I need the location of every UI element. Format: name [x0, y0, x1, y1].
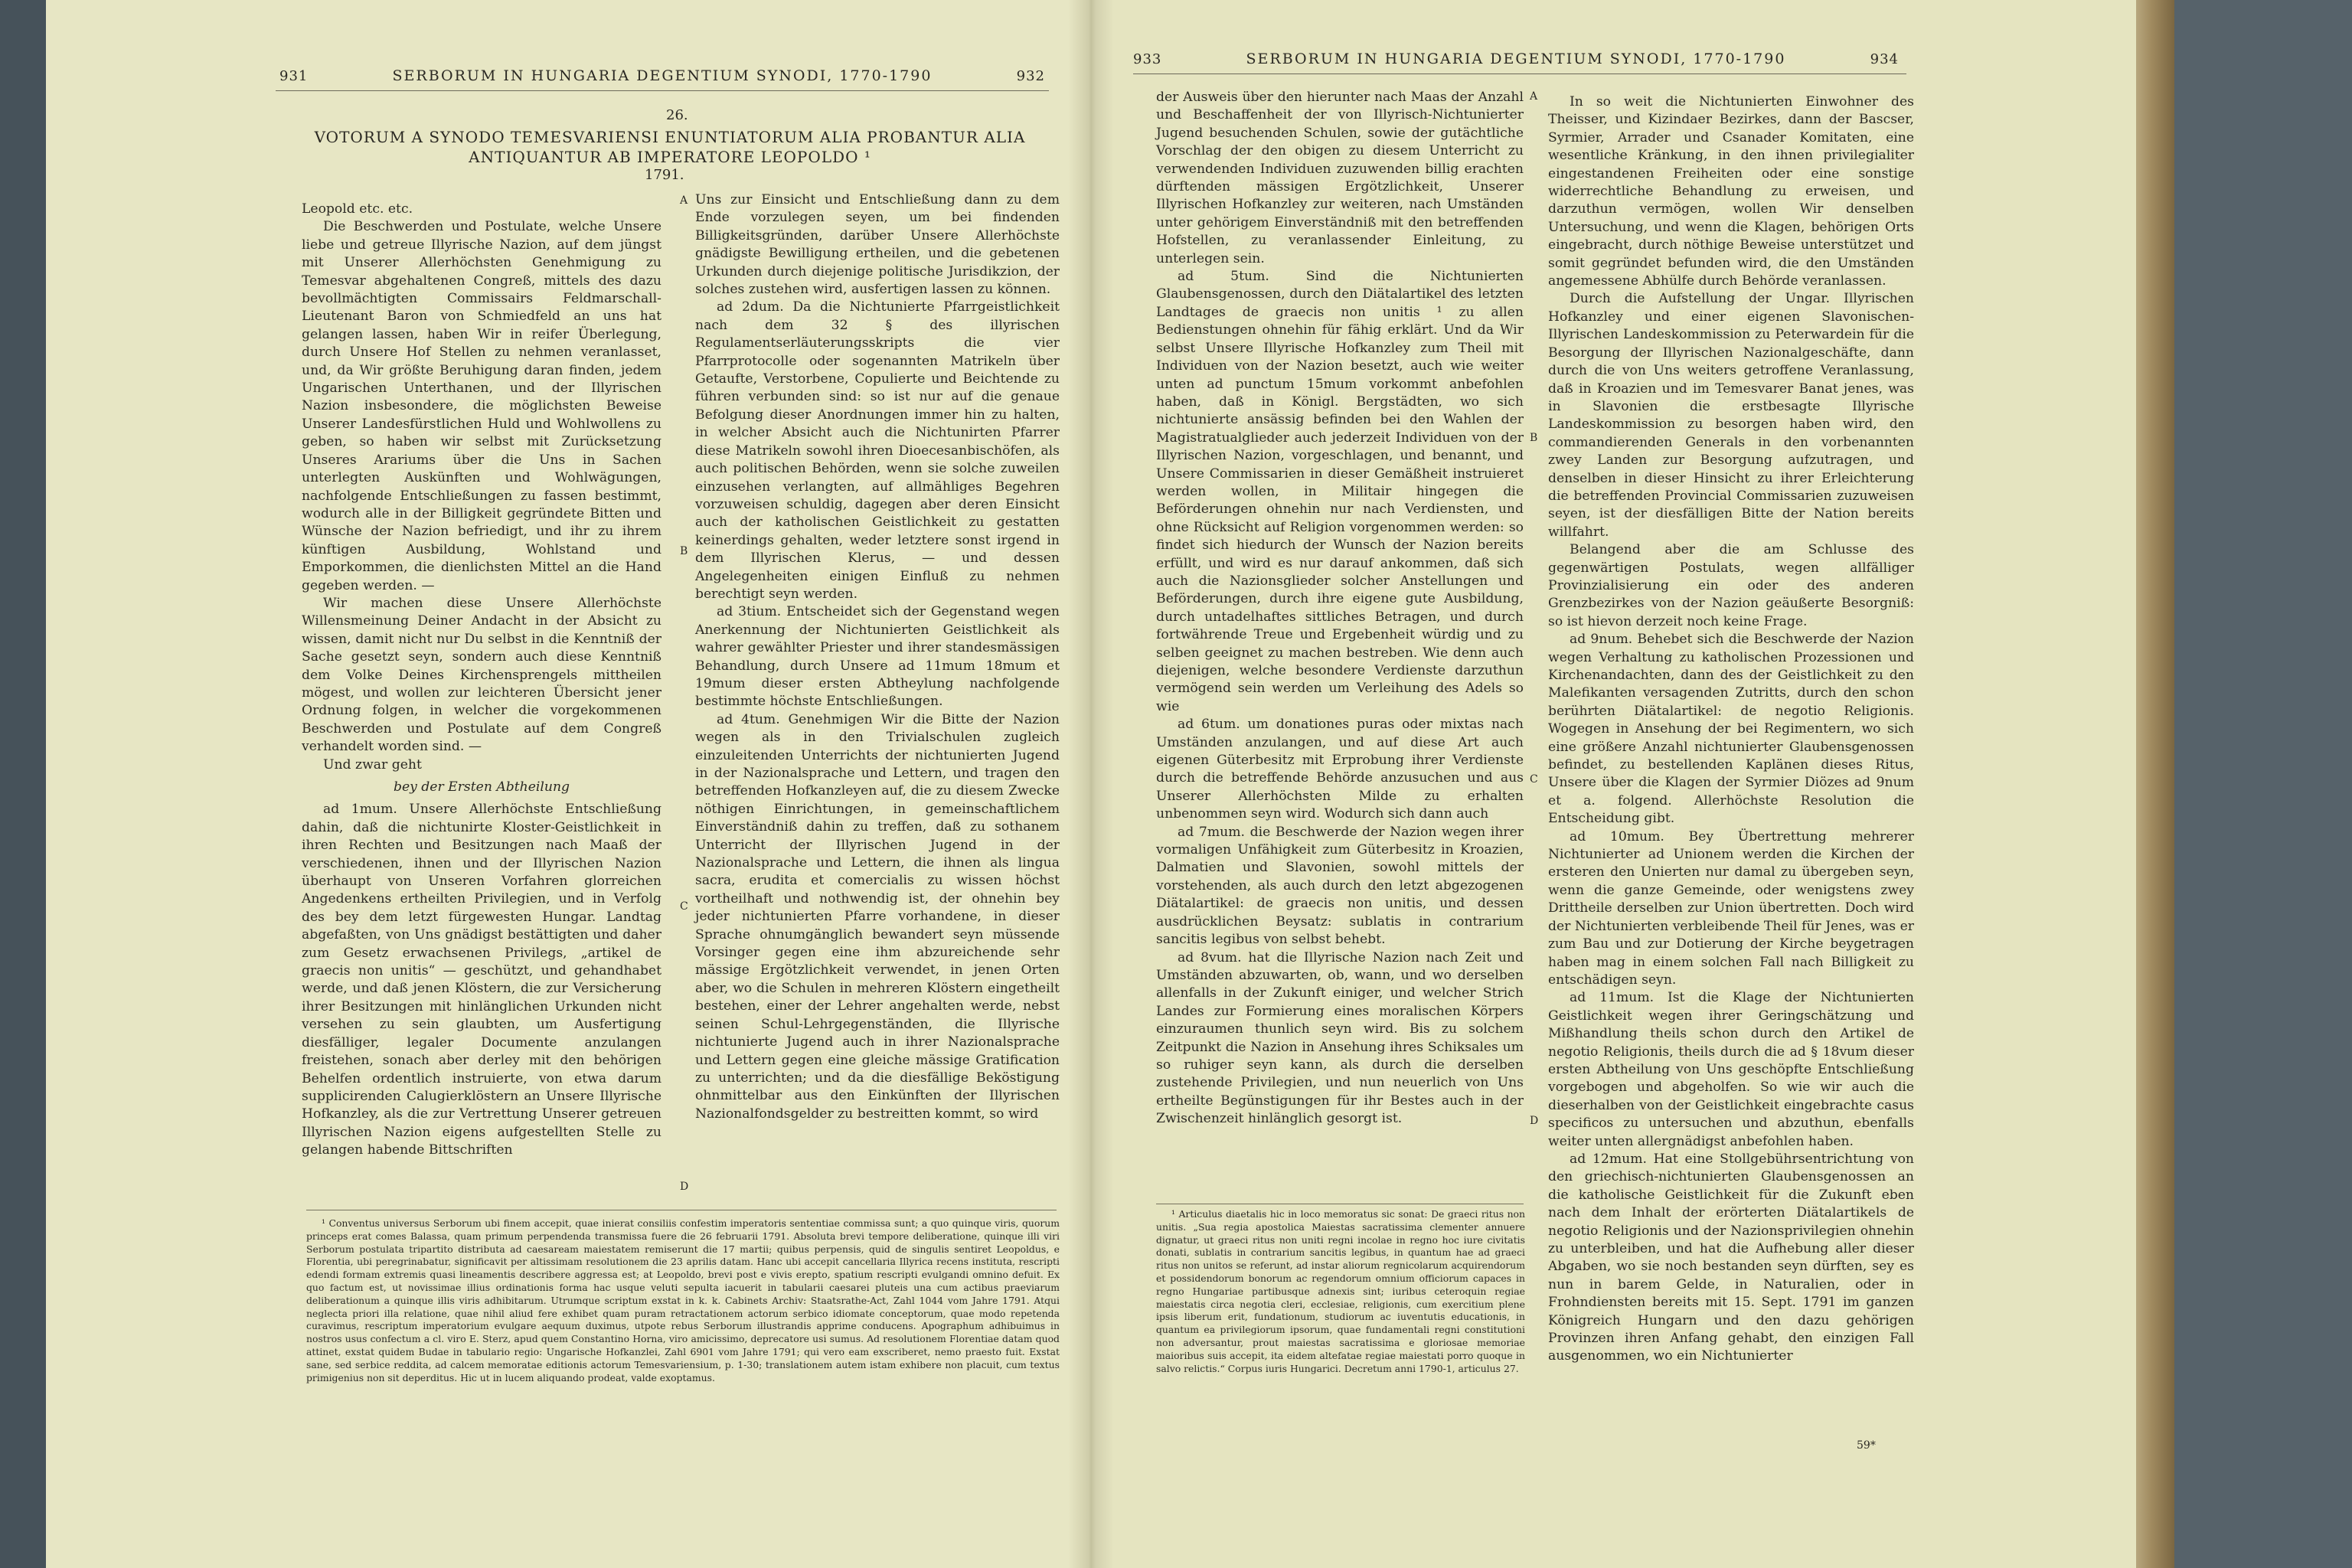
- right-column-1: [1156, 89, 1524, 1129]
- page-number-932: 932: [1016, 68, 1045, 84]
- paragraph: ad 10mum. Bey Übertrettung mehrerer Nichtunierter ad Unionem werden die Kirchen der ersteren den Unierten nur damal zu übergeben seyn, wenn die ganze Gemeinde, oder wenigstens zwey Drittheile derselben zur Union übertretten. Doch wird der Nichtunierten verbleibende Theil für Jenes, was er zum Bau und zur Dotierung der Kirche beygetragen haben mag in einem solchen Fall nach Billigkeit zu entschädigen seyn.: [1548, 828, 1914, 988]
- background-surface: [2174, 0, 2352, 1568]
- paragraph: ad 6tum. um donationes puras oder mixtas nach Umständen anzulangen, und auf diese Art auch eigenen Güterbesitz mit Erprobung ihrer Verdienste durch die betreffende Behörde anzusuchen und aus Unserer Allerhöchsten Milde zu erhalten unbenommen seyn wird. Wodurch sich dann auch: [1156, 717, 1524, 822]
- paragraph: ad 2dum. Da die Nichtunierte Pfarrgeistlichkeit nach dem 32 § des illyrischen Regulamentserläuterungsskripts die vier Pfarrprotocolle oder sogenannten Matrikeln über Getaufte, Verstorbene, Copulierte und Beichtende zu führen verbunden sind: so ist nur auf die genaue Befolgung dieser Anordnungen immer hin zu halten, in welcher Absicht auch die Nichtunirten Pfarrer diese Matrikeln sowohl ihren Dioecesanbischöfen, als auch politischen Behörden, wenn sie solche zuweilen einzusehen verlangten, auf allmähliges Begehren vorzuweisen schuldig, dagegen aber deren Einsicht auch der katholischen Geistlichkeit zu gestatten keinerdings gehalten, weder letztere sonst irgend in dem Illyrischen Klerus, — und dessen Angelegenheiten einigen Einfluß zu nehmen berechtigt seyn werden.: [695, 299, 1060, 602]
- running-head-title: SERBORUM IN HUNGARIA DEGENTIUM SYNODI, 1770-1790: [392, 67, 933, 84]
- paragraph: In so weit die Nichtunierten Einwohner des Theisser, und Kizindaer Bezirkes, dann der Bascser, Syrmier, Arrader und Csanader Komitaten, eine wesentliche Kränkung, in den ihnen privilegialiter eingestandenen Freiheiten oder eine sonstige widerrechtliche Behandlung zu erweisen, und darzuthun vermögen, wollen Wir denselben Untersuchung, und wenn die Klagen, behörigen Orts eingebracht, durch nöthige Beweise unterstützet und somit gegründet befunden wird, die den Umständen angemessene Abhülfe durch Behörde veranlassen.: [1548, 94, 1914, 289]
- salutation: Leopold etc. etc.: [302, 201, 413, 217]
- paragraph: Durch die Aufstellung der Ungar. Illyrischen Hofkanzley und einer eigenen Slavonischen-Illyrischen Landeskommission zu Peterwardein für die Besorgung der Illyrischen Nazionalgeschäfte, dann durch die von Uns weiters getroffene Veranlassung, daß in Kroazien und im Temesvarer Banat jenes, was in Slavonien die erstbesagte Illyrische Landeskommission zu besorgen haben wird, den commandierenden Generals in den vorbenannten zwey Landen zur Besorgung aufzutragen, und denselben in dieser Hinsicht zu ihrer Erleichterung die betreffenden Provincial Commissarien zuzuweisen seyen, ist der diesfälligen Bitte der Nation bereits willfahrt.: [1548, 291, 1914, 540]
- paragraph: Belangend aber die am Schlusse des gegenwärtigen Postulats, wegen allfälliger Provinzialisierung ein oder des anderen Grenzbezirkes von der Nazion geäußerte Besorgniß: so ist hievon derzeit noch keine Frage.: [1548, 542, 1914, 629]
- paragraph: Und zwar geht: [323, 756, 422, 773]
- left-column-1: [302, 201, 662, 1160]
- paragraph: Wir machen diese Unsere Allerhöchste Willensmeinung Deiner Andacht in der Absicht zu wissen, damit nicht nur Du selbst in die Kenntniß der Sache gesetzt seyn, sondern auch diese Kenntniß dem Volke Deines Kirchensprengels mittheilen mögest, und wollen zur leichteren Übersicht jener Ordnung folgen, in welcher die vorgekommenen Beschwerden und Postulate auf dem Congreß verhandelt worden sind. —: [302, 595, 662, 755]
- footnote-text: ¹ Conventus universus Serborum ubi finem accepit, quae inierat consiliis confestim imperatoris sententiae commissa sunt; a quo quinque viris, quorum princeps erat comes Balassa, quam primum perpendenda transmissa fuere die 26 februarii 1791. Absoluta brevi tempore deliberatione, quinque illi viri Serborum postulata tripartito distributa ad caesaream maiestatem remiserunt die 17 martii; quibus perpensis, quid de singulis sentiret Leopoldus, e Florentia, ubi peregrinabatur, significavit per altissimam resolutionem die 23 aprilis datam. Hanc ubi accepit cancellaria Illyrica recens instituta, rescripti edendi formam extremis quasi lineamentis describere aggressa est; at Leopoldo, brevi post e vivis erepto, spatium rescripti evulgandi omnino defuit. Ex quo factum est, ut novissimae illius ordinationis forma hac usque veluti sepulta iacuerit in tabularii caesarei pluteis una cum actibus praeviarum deliberationum a quinque illis viris adhibitarum. Utrumque scriptum exstat in k. k. Cabinets Archiv: Staatsrathe-Act, Zahl 1044 vom Jahre 1791. Atqui neglecta priori illa relatione, quae nihil aliud fere exhibet quam puram retractationem actorum serbico idiomate conceptorum, quae modo repetenda curavimus, rescriptum imperatorium evulgare aequum duximus, utpote rebus Serborum illustrandis apprime conducens. Apographum adhibuimus in nostros usus confectum a cl. viro E. Sterz, apud quem Constantino Horna, viro amicissimo, deprecatore usi sumus. Ad resolutionem Florentiae datam quod attinet, exstat quidem Budae in tabulario regio: Ungarische Hofkanzlei, Zahl 6901 vom Jahre 1791; qui vero eam exscriberet, nemo praesto fuit. Exstat sane, sed serbice reddita, ad calcem memoratae editionis actorum Temesvariensium, p. 1-30; translationem autem istam exhibere non placuit, cum textus primigenius non sit deperditus. Hic ut in lucem aliquando prodeat, valde exoptamus.: [306, 1217, 1060, 1383]
- right-column-2: [1548, 93, 1914, 1366]
- page-number-934: 934: [1870, 51, 1899, 67]
- signature-mark: 59*: [1857, 1439, 1876, 1452]
- page-number-933: 933: [1133, 51, 1162, 67]
- paragraph: ad 8vum. hat die Illyrische Nazion nach Zeit und Umständen abzuwarten, ob, wann, und wo derselben allenfalls in der Zukunft einiger, und welcher Strich Landes zur Formierung eines moralischen Körpers einzuraumen thunlich seyn wird. Bis zu solchem Zeitpunkt die Nazion in Ansehung ihres Schiksales um so ruhiger seyn kann, als durch die derselben zustehende Privilegien, und nun neuerlich von Uns ertheilte Begünstigungen für ihr Bestes auch in der Zwischenzeit hinlänglich gesorgt ist.: [1156, 949, 1524, 1127]
- margin-letter-d: D: [1530, 1115, 1539, 1127]
- margin-letter-b: B: [1530, 432, 1538, 444]
- paragraph: ad 11mum. Ist die Klage der Nichtunierten Geistlichkeit wegen ihrer Geringschätzung und Mißhandlung theils schon durch den Artikel de negotio Religionis, theils durch die ad § 18vum dieser ersten Abtheilung von Uns geschöpfte Entschließung vorgebogen und abgeholfen. So wie wir auch die dieserhalben von der Geistlichkeit eingebrachte casus specificos zu untersuchen und abzuthun, ebenfalls weiter unten allergnädigst anbefohlen haben.: [1548, 990, 1914, 1149]
- paragraph: Die Beschwerden und Postulate, welche Unsere liebe und getreue Illyrische Nazion, auf dem jüngst mit Unserer Allerhöchsten Genehmigung zu Temesvar abgehaltenen Congreß, mittels des dazu bevollmächtigten Commissairs Feldmarschall-Lieutenant Baron von Schmiedfeld an uns hat gelangen lassen, haben Wir in reifer Überlegung, durch Unsere Hof Stellen zu nehmen veranlasset, und, da Wir größte Beruhigung daran finden, jedem Ungarischen Unterthanen, und der Illyrischen Nazion insbesondere, die möglichsten Beweise Unserer Landesfürstlichen Huld und Wohlwollens zu geben, so haben wir selbst mit Zurücksetzung Unseres Arariums über die Uns in Sachen unterlegten Auskünften und Wohlwägungen, nachfolgende Entschließungen zu fassen bestimmt, wodurch alle in der Billigkeit gegründete Bitten und Wünsche der Nazion befriedigt, und ihr zu ihrem künftigen Ausbildung, Wohlstand und Emporkommen, die dienlichsten Mittel an die Hand gegeben werden. —: [302, 219, 662, 593]
- paragraph: ad 9num. Behebet sich die Beschwerde der Nazion wegen Verhaltung zu katholischen Prozessionen und Kirchenandachten, dann des der Geistlichkeit zu den Malefikanten versagenden Zutritts, durch den schon berührten Diätalartikel: de negotio Religionis. Wogegen in Ansehung der bei Regimentern, wo sich eine größere Anzahl nichtunierter Glaubensgenossen befindet, zu bestellenden Kaplänen dieses Ritus, Unsere über die Klagen der Syrmier Diözes ad 9num et a. folgend. Allerhöchste Resolution die Entscheidung gibt.: [1548, 632, 1914, 827]
- book-gutter: [1068, 0, 1114, 1568]
- document-number: 26.: [666, 107, 688, 123]
- left-running-head: [279, 67, 1045, 84]
- open-book: [46, 0, 2182, 1568]
- right-footnote: [1156, 1208, 1525, 1375]
- header-rule: [276, 90, 1049, 91]
- paragraph: Uns zur Einsicht und Entschließung dann zu dem Ende vorzulegen seyen, um bei findenden Billigkeitsgründen, darüber Unsere Allerhöchste gnädigste Bewilligung ertheilen, und die gebetenen Urkunden durch diejenige politische Jurisdikzion, der solches zustehen wird, ausfertigen lassen zu können.: [695, 192, 1060, 298]
- margin-letter-a: A: [680, 194, 688, 207]
- paragraph: der Ausweis über den hierunter nach Maas der Anzahl und Beschaffenheit der von Illyrisch-Nichtunierter Jugend besuchenden Schulen, sowie der gutächtliche Vorschlag der den obigen zu diesem Unterricht zu verwendenden Individuen zuzuwenden billig erachten dürftenden mässigen Ergötzlichkeit, Unserer Illyrischen Hofkanzley zur weiteren, nach Umständen unter gehörigem Einverständniß mit den betreffenden Hofstellen, zu veranlassender Einleitung, zu unterlegen sein.: [1156, 90, 1524, 266]
- margin-letter-c: C: [680, 900, 688, 913]
- footnote-text: ¹ Articulus diaetalis hic in loco memoratus sic sonat: De graeci ritus non unitis. „Sua regia apostolica Maiestas sacratissima clementer annuere dignatur, ut graeci ritus non uniti regni incolae in regno hoc iure civitatis donati, sublatis in contrarium sancitis legibus, in quantum hae ad graeci ritus non unitos se referunt, ad instar aliorum regnicolarum acquirendorum et possidendorum bonorum ac regendorum omnium officiorum capaces in regno Hungariae partibusque adnexis sint; iuribus ceteroquin regiae maiestatis circa negotia cleri, ecclesiae, religionis, cum exercitium plene ipsis liberum erit, fundationum, studiorum ac iuventutis educationis, in quantum ea privilegiorum ipsorum, quae fundamentali regni constitutioni non adversantur, prout maiestas sacratissima e gloriosae memoriae maioribus suis accepit, ita eidem altefatae regiae maiestati porro quoque in salvo relictis.“ Corpus iuris Hungarici. Decretum anni 1790-1, articulus 27.: [1156, 1208, 1525, 1374]
- right-page: [1087, 0, 2182, 1568]
- paragraph: ad 12mum. Hat eine Stollgebührsentrichtung von den griechisch-nichtunierten Glaubensgenossen an die katholische Geistlichkeit für die Zukunft eben nach dem Inhalt der erörterten Diätalartikels de negotio Religionis und der Nazionsprivilegien ohnehin zu unterbleiben, und hat die Aufhebung aller dieser Abgaben, wo sie noch bestanden seyn dürften, sey es nun in barem Gelde, in Naturalien, oder in Frohndiensten bereits mit 15. Sept. 1791 im ganzen Königreich Hungarn und den dazu gehörigen Provinzen ihren Anfang gehabt, den einzigen Fall ausgenommen, wo ein Nichtunierter: [1548, 1151, 1914, 1364]
- running-head-title: SERBORUM IN HUNGARIA DEGENTIUM SYNODI, 1770-1790: [1246, 51, 1786, 67]
- margin-letter-c: C: [1530, 773, 1538, 786]
- section-heading: bey der Ersten Abtheilung: [393, 779, 570, 795]
- paragraph: ad 5tum. Sind die Nichtunierten Glaubensgenossen, durch den Diätalartikel des letzten Landtages de graecis non unitis ¹ zu allen Bedienstungen ohnehin für fähig erklärt. Und da Wir selbst Unsere Illyrische Hofkanzley zum Theil mit Individuen von der Nazion besetzt, auch wie weiter unten ad punctum 15mum vorkommt anbefohlen haben, daß in Königl. Bergstädten, wo sich nichtunierte ansässig befinden bei den Wahlen der Magistratualglieder auch jederzeit Individuen von der Illyrischen Nazion, vorgeschlagen, und benannt, und Unsere Commissarien in dieser Gemäßheit instruieret werden wollen, in Militair hingegen die Beförderungen ohnehin nur nach Verdiensten, und ohne Rücksicht auf Religion vorgenommen werden: so findet sich hiedurch der Wunsch der Nazion bereits erfüllt, und wird es nur darauf ankommen, daß sich auch die Nazionsglieder solcher Anstellungen und Beförderungen, durch ihre eigene gute Ausbildung, durch untadelhaftes sittliches Betragen, und durch fortwährende Treue und Ergebenheit würdig und zu selben geeignet zu machen bestreben. Wie denn auch diejenigen, welche besondere Verdienste darzuthun vermögend sein werden um Verleihung des Adels so wie: [1156, 269, 1524, 714]
- paragraph: ad 4tum. Genehmigen Wir die Bitte der Nazion wegen als in den Trivialschulen zugleich einzuleitenden Unterrichts der nichtunierten Jugend in der Nazionalsprache und Lettern, und tragen den betreffenden Hofkanzleyen auf, die zu diesem Zwecke nöthigen Einrichtungen, in gemeinschaftlichem Einverständniß dahin zu treffen, daß zu sothanem Unterricht der Illyrischen Jugend in der Nazionalsprache und Lettern, die ihnen als lingua sacra, erudita et comercialis zu wissen höchst vortheilhaft und nothwendig ist, der ohnehin bey jeder nichtunierten Pfarre vorhandene, in dieser Sprache ohnumgänglich bewandert seyn müssende Vorsinger gegen eine ihm abzureichende sehr mässige Ergötzlichkeit verwendet, in jenen Orten aber, wo die Schulen in mehreren Klöstern eingetheilt bestehen, einer der Lehrer angehalten werde, nebst seinen Schul-Lehrgegenständen, die Illyrische nichtunierte Jugend auch in ihrer Nazionalsprache und Lettern gegen eine gleiche mässige Gratification zu unterrichten; und da die diesfällige Beköstigung ohnmittelbar aus den Einkünften der Illyrischen Nazionalfondsgelder zu bestreitten kommt, so wird: [695, 711, 1060, 1122]
- left-page: [46, 0, 1087, 1568]
- left-column-2: [695, 191, 1060, 1123]
- margin-letter-d: D: [680, 1181, 689, 1193]
- document-year: 1791.: [645, 167, 684, 183]
- document-title: VOTORUM A SYNODO TEMESVARIENSI ENUNTIATORUM ALIA PROBANTUR ALIA ANTIQUANTUR AB IMPERATORE LEOPOLDO ¹: [314, 128, 1026, 166]
- paragraph: ad 7mum. die Beschwerde der Nazion wegen ihrer vormaligen Unfähigkeit zum Güterbesitz in Kroazien, Dalmatien und Slavonien, sowohl mittels der vorstehenden, als auch durch den letzt abgezogenen Diätalartikel: de graecis non unitis, und dessen ausdrücklichen Beysatz: sublatis in contrarium sancitis legibus von selbst behebt.: [1156, 824, 1524, 948]
- page-number-931: 931: [279, 68, 309, 84]
- left-footnote: [306, 1217, 1060, 1384]
- paragraph: ad 3tium. Entscheidet sich der Gegenstand wegen Anerkennung der Nichtunierten Geistlichkeit als wahrer gewählter Priester und ihrer standesmässigen Behandlung, durch Unsere ad 11mum 18mum et 19mum dieser ersten Abtheylung nachfolgende bestimmte höchste Entschließungen.: [695, 604, 1060, 710]
- paragraph: ad 1mum. Unsere Allerhöchste Entschließung dahin, daß die nichtunirte Kloster-Geistlichkeit in ihren Rechten und Besitzungen nach Maaß der verschiedenen, ihnen und der Illyrischen Nazion überhaupt von Unseren Vorfahren glorreichen Angedenkens ertheilten Privilegien, und in Verfolg des bey dem letzt fürgewesten Hungar. Landtag abgefaßten, von Uns gnädigst bestättigten und daher zum Gesetz erwachsenen Privilegs, „artikel de graecis non unitis“ — geschützt, und gehandhabet werde, und daß jenen Klöstern, die zur Versicherung ihrer Besitzungen mit hinlänglichen Urkunden nicht versehen zu sein glaubten, um Ausfertigung diesfälliger, legaler Documente anzulangen freistehen, sonach aber derley mit den behörigen Behelfen ordentlich instruierte, von etwa darum supplicirenden Calugierklöstern an Unsere Illyrische Hofkanzley, als die zur Vertrettung Unserer getreuen Illyrischen Nazion eigens aufgestellten Stelle zu gelangen habende Bittschriften: [302, 802, 662, 1158]
- right-running-head: [1133, 51, 1899, 67]
- margin-letter-a: A: [1530, 90, 1538, 103]
- margin-letter-b: B: [680, 545, 688, 557]
- page-edges: [2136, 0, 2174, 1568]
